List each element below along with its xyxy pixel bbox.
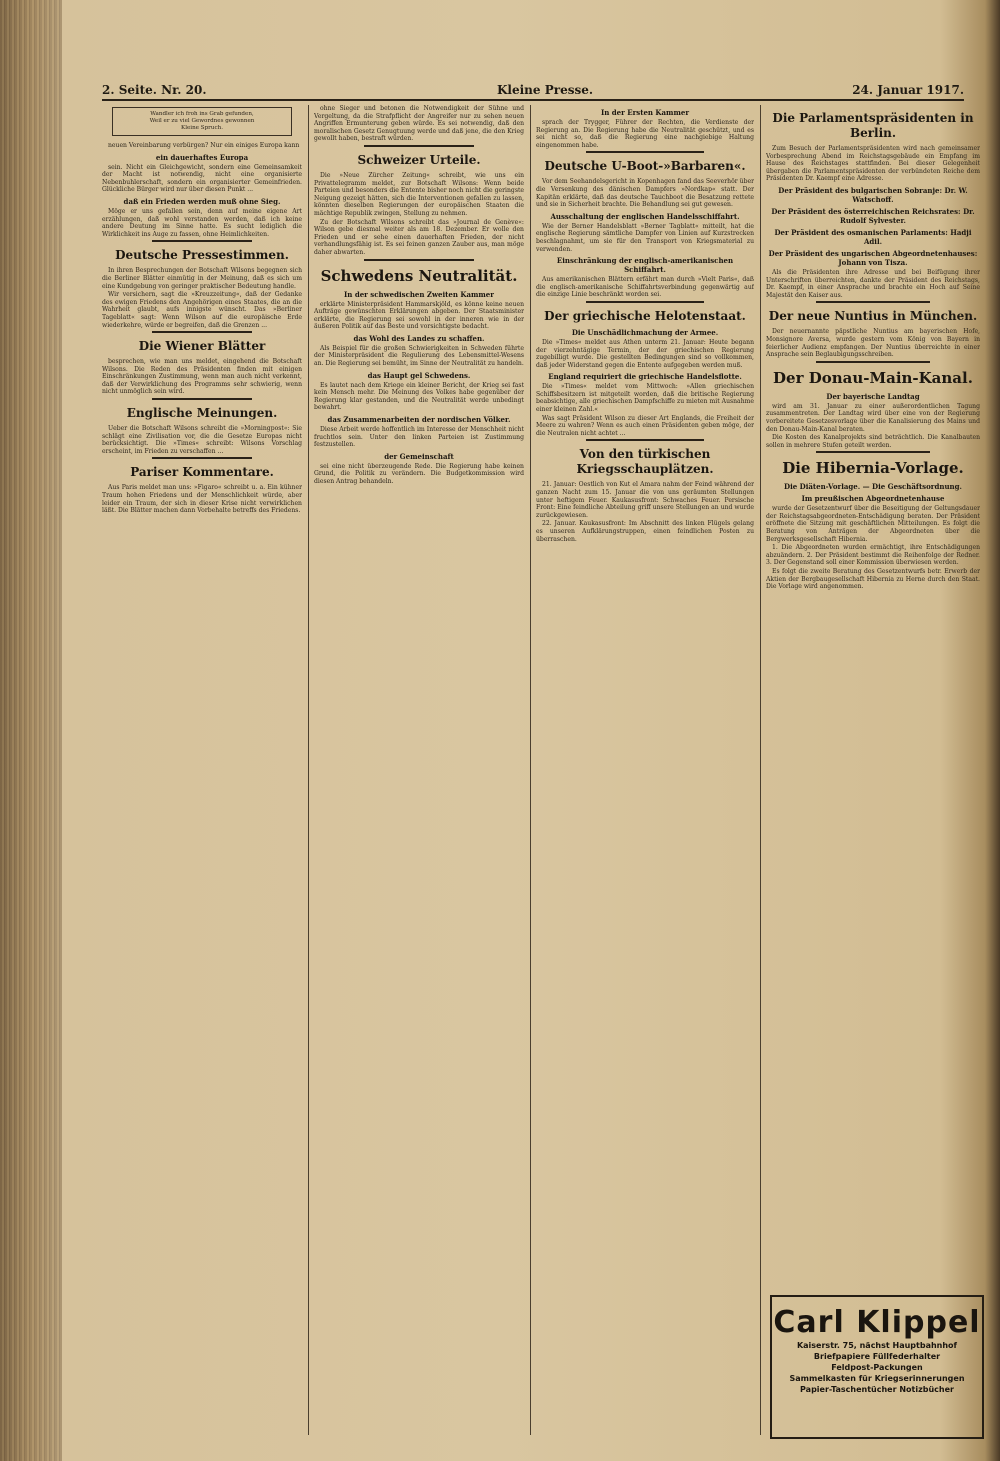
subheading: ein dauerhaftes Europa <box>155 152 249 162</box>
ad-line: Briefpapiere Füllfederhalter <box>813 1352 941 1361</box>
headline-nuntius-muenchen: Der neue Nuntius in München. <box>768 309 978 324</box>
ad-address: Kaiserstr. 75, nächst Hauptbahnhof <box>796 1341 958 1350</box>
divider <box>152 398 252 400</box>
subheading: das Zusammenarbeiten der nordischen Völker. <box>327 415 511 425</box>
divider <box>152 240 252 242</box>
newspaper-page <box>90 55 980 1445</box>
article-text: Als die Präsidenten ihre Adresse und bei Beifügung ihrer Unterschriften überreichten, dankte der Präsident des Reichstags, Dr. Kaempf, in einer Ansprache und brachte ein Hoch auf Seine Majestät den Kaiser aus. <box>766 268 980 299</box>
article-text: sein. Nicht ein Gleichgewicht, sondern eine Gemeinsamkeit der Macht ist notwendig, nicht eine organisierte Nebenbuhlerschaft, sondern ein organisierter Gemeinfrieden. Glückliche Bürger wird nur über diesen Punkt ... <box>102 163 302 194</box>
article-text: Aus amerikanischen Blättern erfährt man durch »Vielt Paris«, daß die englisch-amerikanische Schiffahrtsverbindung gegenwärtig auf die einzige Linie beschränkt worden sei. <box>536 276 754 299</box>
article-text: Als Beispiel für die großen Schwierigkeiten in Schweden führte der Ministerpräsident die Regulierung des Lebensmittel-Wesens an. Die Regierung sei bemüht, im Sinne der Neutralität zu handeln. <box>314 344 524 368</box>
divider <box>364 145 474 147</box>
advertisement-carl-klippel <box>770 1295 984 1439</box>
divider <box>364 259 474 261</box>
divider <box>152 457 252 459</box>
column-rule <box>308 105 309 1435</box>
column-rule <box>530 105 531 1435</box>
ad-line: Feldpost-Packungen <box>831 1363 923 1372</box>
headline-wiener-blaetter: Die Wiener Blätter <box>138 339 266 354</box>
subheading: Ausschaltung der englischen Handelsschiffahrt. <box>550 211 740 221</box>
headline-hibernia-vorlage: Die Hibernia-Vorlage. <box>782 459 964 478</box>
article-text: 22. Januar. Kaukasusfront: Im Abschnitt des linken Flügels gelang es unseren Aufklärungstruppen, einen feindlichen Posten zu überraschen. <box>536 520 754 543</box>
column-2 <box>314 105 524 1435</box>
ad-company-name: Carl Klippel <box>773 1305 981 1340</box>
headline-englische-meinungen: Englische Meinungen. <box>126 406 278 421</box>
article-text: Die »Times« meldet aus Athen unterm 21. Januar: Heute begann der vierzehntägige Termin, der der griechischen Regierung zugebilligt wurde. Die gestellten Bedingungen sind so vollkommen, daß jeder Widerstand gegen die Entente aufgegeben werden muß. <box>536 338 754 369</box>
page-edge-stack <box>0 0 62 1461</box>
subheading: Im preußischen Abgeordnetenhause <box>801 494 945 504</box>
article-text: Die »Times« meldet vom Mittwoch: »Allen griechischen Schiffsbesitzern ist mitgeteilt worden, daß die britische Regierung beabsichtige, alle griechischen Dampfschiffe zu mieten mit Ausnahme einer kleinen Zahl.« <box>536 383 754 414</box>
divider <box>152 331 252 333</box>
headline-uboot-barbaren: Deutsche U-Boot-»Barbaren«. <box>544 159 746 174</box>
article-text: 21. Januar: Oestlich von Kut el Amara nahm der Feind während der ganzen Nacht zum 15. Januar die von uns geräumten Stellungen unter heftigem Feuer. Kaukasusfront: Schwaches Feuer. Persische Front: Eine feindliche Abteilung griff unsere Stellungen an und wurde zurückgewiesen. <box>536 481 754 519</box>
subheading: In der schwedischen Zweiten Kammer <box>344 289 494 299</box>
article-text: neuen Vereinbarung verbürgen? Nur ein einiges Europa kann <box>108 142 300 149</box>
article-text: wurde der Gesetzentwurf über die Beseitigung der Geltungsdauer der Reichstagsabgeordneten-Entschädigung beraten. Der Präsident eröffnete die Sitzung mit geschäftlichen Mitteilungen. Es folgt die Beratung von Anträgen der Abgeordneten über die Bergwerksgesellschaft Hibernia. <box>766 505 980 543</box>
divider <box>586 301 704 303</box>
signature-line: Der Präsident des österreichischen Reichsrates: Dr. Rudolf Sylvester. <box>771 206 975 225</box>
signature-line: Der Präsident des ungarischen Abgeordnetenhauses: Johann von Tisza. <box>768 248 978 267</box>
page-header <box>102 83 964 101</box>
subheading: England requiriert die griechische Handelsflotte. <box>548 372 742 382</box>
divider <box>816 301 930 303</box>
divider <box>816 361 930 363</box>
subheading: der Gemeinschaft <box>384 451 454 461</box>
headline-tuerkische-kriegsschauplaetze: Von den türkischen Kriegsschauplätzen. <box>576 447 714 477</box>
headline-schwedens-neutralitaet: Schwedens Neutralität. <box>320 266 518 285</box>
ad-line: Papier-Taschentücher Notizbücher <box>800 1385 954 1394</box>
article-text: Vor dem Seehandelsgericht in Kopenhagen fand das Seeverhör über die Versenkung des dänischen Dampfers »Nordkap« statt. Der Kapitän erklärte, daß das deutsche Tauchboot die Besatzung rettete und sie in Sicherheit brachte. Die Behandlung sei gut gewesen. <box>536 178 754 209</box>
subheading: daß ein Frieden werden muß ohne Sieg. <box>123 196 281 206</box>
article-text: Ueber die Botschaft Wilsons schreibt die »Morningpost«: Sie schlägt eine Zivilisation vor, die die Gesetze Europas nicht berücksichtigt. Die »Times« schreibt: Wilsons Vorschlag erscheint, im Frieden zu verschaffen ... <box>102 425 302 455</box>
article-text: Der neuernannte päpstliche Nuntius am bayerischen Hofe, Monsignore Aversa, wurde gestern vom König von Bayern in feierlicher Audienz empfangen. Der Nuntius überreichte in einer Ansprache sein Beglaubigungsschreiben. <box>766 328 980 359</box>
motto-box <box>112 107 292 136</box>
article-text: erklärte Ministerpräsident Hammarskjöld, es könne keine neuen Aufträge gewünschten Erklärungen abgeben. Der Staatsminister erklärte, die Regierung sei sowohl in der inneren wie in der äußeren Politik auf das Beste und vorsichtigste bedacht. <box>314 300 524 331</box>
column-rule <box>760 105 761 1435</box>
motto-attribution: Kleine Spruch. <box>181 125 223 131</box>
article-text: Es folgt die zweite Beratung des Gesetzentwurfs betr. Erwerb der Aktien der Bergbaugesellschaft Hibernia zu Herne durch den Staat. Die Vorlage wird angenommen. <box>766 568 980 591</box>
divider <box>586 151 704 153</box>
motto-line: Wandler ich froh ins Grab gefunden, <box>150 111 254 117</box>
page-number: 2. Seite. Nr. 20. <box>102 83 207 97</box>
article-text: Die Kosten des Kanalprojekts sind beträchtlich. Die Kanalbauten sollen in mehrere Stufen geteilt werden. <box>766 434 980 449</box>
divider <box>816 451 930 453</box>
subheading: das Haupt gel Schwedens. <box>367 370 471 380</box>
headline-schweizer-urteile: Schweizer Urteile. <box>357 152 481 167</box>
subheading: Die Unschädlichmachung der Armee. <box>571 327 719 337</box>
article-text: Wir versichern, sagt die »Kreuzzeitung«, daß der Gedanke des ewigen Friedens den Angehörigen eines Staates, die an die Wahrheit glaubt, aufs innigste wünscht. Das »Berliner Tageblatt« sagt: Wenn Wilson auf die europäische Erde wiederkehre, würde er begreifen, daß die Grenzen ... <box>102 291 302 329</box>
article-text: Es lautet nach dem Kriege ein kleiner Bericht, der Krieg sei fast kein Mensch mehr. Die Meinung des Volkes habe gegenüber der Regierung klar gestanden, und die Neutralität werde unbedingt bewahrt. <box>314 381 524 412</box>
article-text: Möge er uns gefallen sein, denn auf meine eigene Art erzählungen, daß wohl verstanden werden, daß ich keine andere Deutung im Sinne hatte. Es sucht lediglich die Wirklichkeit ins Auge zu fassen, ohne Heimlichkeiten. <box>102 207 302 238</box>
signature-line: Der Präsident des osmanischen Parlaments: Hadji Adil. <box>774 227 972 246</box>
headline-griechischer-helotenstaat: Der griechische Helotenstaat. <box>544 308 746 323</box>
ad-line: Sammelkasten für Kriegserinnerungen <box>789 1374 965 1383</box>
column-3 <box>536 105 754 1435</box>
article-text: 1. Die Abgeordneten wurden ermächtigt, ihre Entschädigungen abzuändern. 2. Der Präsident bestimmt die Reihenfolge der Redner. 3. Der Gegenstand soll einer Kommission überwiesen werden. <box>766 544 980 567</box>
headline-pressestimmen: Deutsche Pressestimmen. <box>115 248 289 263</box>
column-4 <box>766 105 980 1285</box>
article-text: Wie der Berner Handelsblatt »Berner Tagblatt« mitteilt, hat die englische Regierung sämtliche Dampfer von Linien auf Kurzstrecken beschlagnahmt, um sie für den Transport von Kriegsmaterial zu verwenden. <box>536 222 754 253</box>
article-text: besprechen, wie man uns meldet, eingehend die Botschaft Wilsons. Die Reden des Präsidenten finden mit einigen Einschränkungen Zustimmung, wenn man auch nicht verkennt, daß der Verwirklichung des Programms sehr schwierig, wenn nicht unmöglich sein wird. <box>102 358 302 396</box>
subheading: das Wohl des Landes zu schaffen. <box>353 333 485 343</box>
article-text: In ihren Besprechungen der Botschaft Wilsons begegnen sich die Berliner Blätter einmütig in der Meinung, daß es sich um eine Kundgebung von geringer praktischer Bedeutung handle. <box>102 267 302 290</box>
article-text: Diese Arbeit werde hoffentlich im Interesse der Menschheit nicht fruchtlos sein. Unter den linken Parteien ist Zustimmung festzustellen. <box>314 426 524 449</box>
article-text: Zum Besuch der Parlamentspräsidenten wird nach gemeinsamer Vorbesprechung Abend im Reichstagsgebäude ein Empfang im Hause des Reichstages stattfinden. Bei dieser Gelegenheit übergaben die Parlamentspräsidenten der verbündeten Reiche dem Präsidenten Dr. Kaempf eine Adresse. <box>766 145 980 183</box>
paper-title: Kleine Presse. <box>497 83 594 97</box>
article-text: Die »Neue Zürcher Zeitung« schreibt, wie uns ein Privattelegramm meldet, zur Botschaft Wilsons: Wenn beide Parteien und besonders die Entente bisher noch nicht die geringste Neigung gezeigt hätten, sich die Interventionen gefallen zu lassen, könnten dieselben Regierungen der europäischen Staaten die mächtige Republik zwingen, Stellung zu nehmen. <box>314 171 524 217</box>
article-text: Was sagt Präsident Wilson zu dieser Art Englands, die Freiheit der Meere zu wahren? Wenn es auch einen Präsidenten geben möge, der die Neutralen nicht achtet ... <box>536 414 754 437</box>
divider <box>586 439 704 441</box>
signature-line: Der Präsident des bulgarischen Sobranje: Dr. W. Watschoff. <box>778 185 968 204</box>
headline-parlamentspraesidenten: Die Parlamentspräsidenten in Berlin. <box>772 111 974 140</box>
subheading: Der bayerische Landtag <box>826 391 920 401</box>
article-text: sei eine nicht überzeugende Rede. Die Regierung habe keinen Grund, die Politik zu verändern. Die Budgetkommission wird diesen Antrag behandeln. <box>314 462 524 485</box>
article-text: wird am 31. Januar zu einer außerordentlichen Tagung zusammentreten. Der Landtag wird über eine von der Regierung vorbereitete Gesetzesvorlage über die Kanalisierung des Mains und den Donau-Main-Kanal beraten. <box>766 402 980 433</box>
motto-line: Weil er zu viel Gewordnes gewonnen <box>149 118 255 124</box>
article-text: Aus Paris meldet man uns: »Figaro« schreibt u. a. Ein kühner Traum hohen Friedens und der Menschlichkeit würde, aber leider ein Traum, der sich in dieser Krise nicht verwirklichen läßt. Die Blätter machen dann Vorbehalte betreffs des Friedens. <box>102 484 302 515</box>
issue-date: 24. Januar 1917. <box>852 83 964 97</box>
headline-pariser-kommentare: Pariser Kommentare. <box>130 465 274 480</box>
article-text: sprach der Trygger, Führer der Rechten, die Verdienste der Regierung an. Die Regierung habe die Neutralität geschützt, und es sei nicht so, daß die Regierung eine nachgiebige Haltung eingenommen habe. <box>536 119 754 149</box>
subheading: Die Diäten-Vorlage. — Die Geschäftsordnung. <box>784 482 962 492</box>
subheading: In der Ersten Kammer <box>600 108 690 117</box>
column-1 <box>102 105 302 1435</box>
article-text: Zu der Botschaft Wilsons schreibt das »Journal de Genève«: Wilson gebe diesmal weiter als am 18. Dezember. Er wolle den Frieden und er sehe einen dauerhaften Frieden, der nicht verhandlungsfähig ist. Es sei feinen ganzen Zauber aus, man möge daher abwarten. <box>314 218 524 256</box>
headline-donau-main-kanal: Der Donau-Main-Kanal. <box>773 368 973 387</box>
subheading: Einschränkung der englisch-amerikanischen Schiffahrt. <box>556 256 734 275</box>
article-text: ohne Sieger und betonen die Notwendigkeit der Sühne und Vergeltung, da die Strafpflicht der Angreifer nur zu sehen neuen Angriffen Ermunterung geben würde. Es sei notwendig, daß den moralischen Gesetz Genugtuung werde und daß jene, die den Krieg gewollt haben, bestraft würden. <box>314 105 524 143</box>
